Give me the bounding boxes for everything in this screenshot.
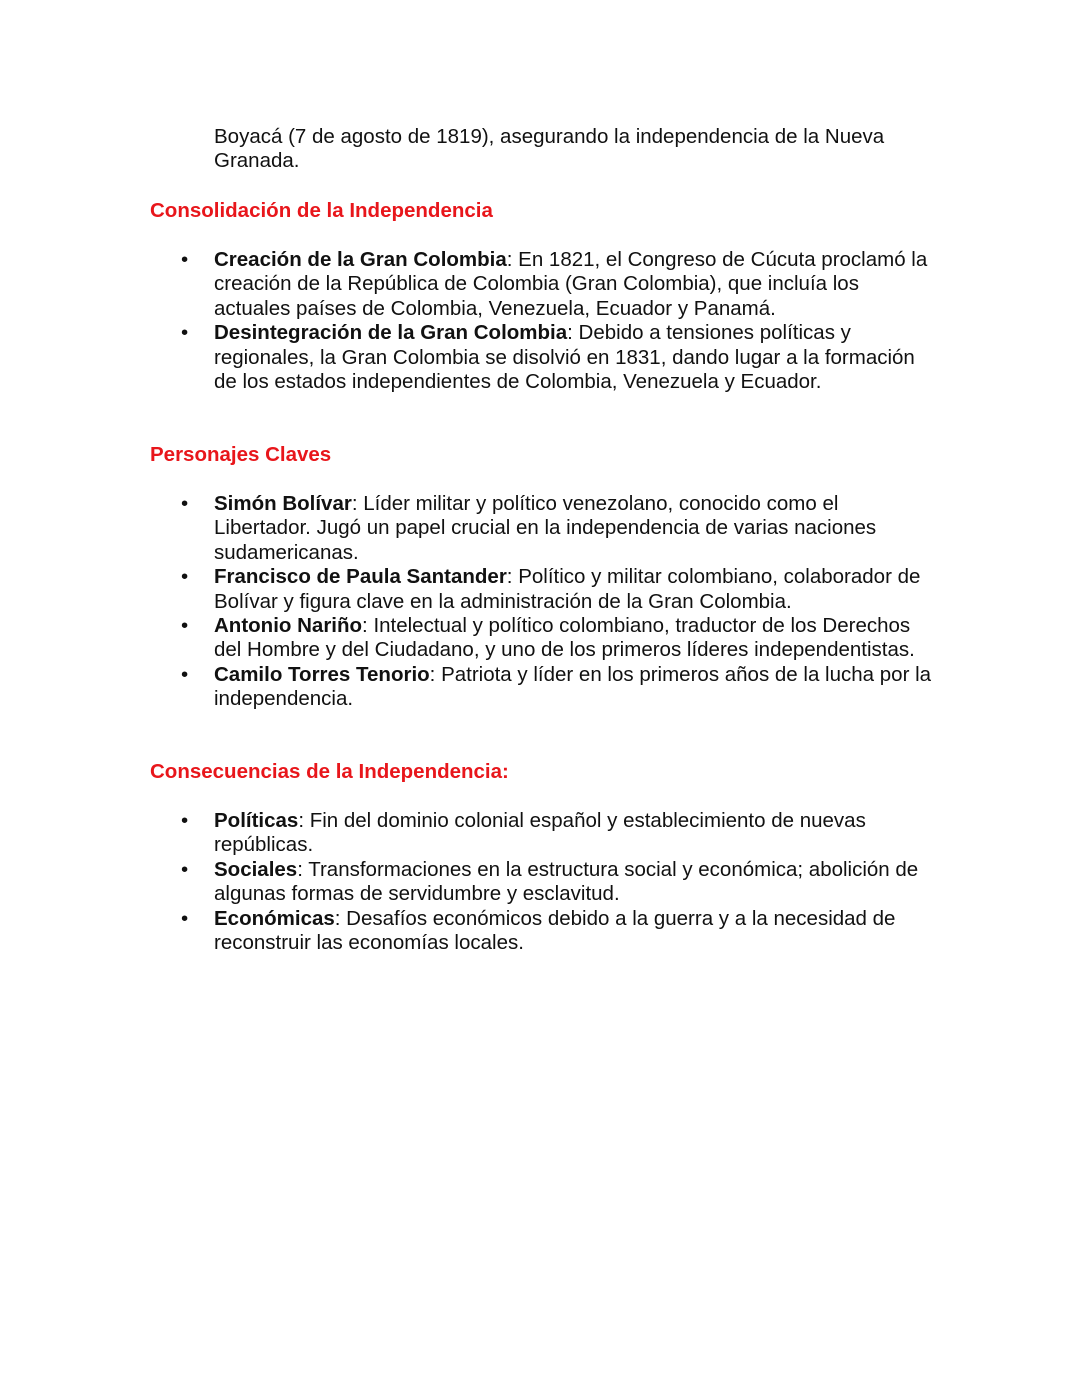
list-item	[0, 614, 934, 663]
item-text: : Patriota y líder en los primeros años de la lucha por la independencia.	[214, 662, 932, 711]
section-heading-consecuencias: Consecuencias de la Independencia:	[150, 760, 509, 783]
item-text: : En 1821, el Congreso de Cúcuta proclamó la creación de la República de Colombia (Gran Colombia), que incluía los actuales países de Colombia, Venezuela, Ecuador y Panamá.	[214, 248, 928, 320]
list-item	[0, 809, 934, 858]
bullet-icon: •	[181, 857, 189, 881]
item-text: : Desafíos económicos debido a la guerra y a la necesidad de reconstruir las economías locales.	[214, 906, 896, 955]
item-text: : Intelectual y político colombiano, traductor de los Derechos del Hombre y del Ciudadano, y uno de los primeros líderes independentistas.	[214, 614, 915, 662]
list-item	[0, 321, 934, 394]
bullet-icon: •	[181, 809, 189, 832]
list-item	[0, 565, 934, 614]
bullet-icon: •	[181, 565, 189, 589]
item-term: Económicas	[214, 906, 335, 930]
item-term: Creación de la Gran Colombia	[214, 248, 507, 271]
list-consolidacion	[0, 248, 1080, 394]
bullet-icon: •	[181, 614, 189, 638]
section-heading-personajes: Personajes Claves	[150, 443, 332, 466]
bullet-icon: •	[181, 662, 189, 686]
bullet-icon: •	[181, 906, 189, 930]
list-item	[0, 663, 934, 712]
list-item	[0, 907, 934, 956]
list-consecuencias	[0, 809, 1080, 955]
item-term: Simón Bolívar	[214, 492, 352, 515]
item-text: : Debido a tensiones políticas y regionales, la Gran Colombia se disolvió en 1831, dando lugar a la formación de los estados independientes de Colombia, Venezuela y Ecuador.	[214, 321, 915, 394]
list-item	[0, 492, 934, 565]
item-term: Francisco de Paula Santander	[214, 565, 507, 589]
item-term: Políticas	[214, 809, 299, 832]
bullet-icon: •	[181, 248, 189, 271]
list-item	[0, 248, 934, 321]
item-term: Antonio Nariño	[214, 614, 363, 638]
bullet-icon: •	[181, 321, 189, 345]
list-personajes	[0, 492, 1080, 712]
item-text: : Fin del dominio colonial español y establecimiento de nuevas repúblicas.	[214, 809, 866, 857]
item-text: : Líder militar y político venezolano, conocido como el Libertador. Jugó un papel crucial en la independencia de varias naciones sudamericanas.	[214, 492, 877, 564]
item-term: Sociales	[214, 857, 298, 881]
item-term: Camilo Torres Tenorio	[214, 662, 430, 686]
list-item	[0, 858, 934, 907]
item-text: : Político y militar colombiano, colaborador de Bolívar y figura clave en la administración de la Gran Colombia.	[214, 565, 921, 613]
item-term: Desintegración de la Gran Colombia	[214, 321, 568, 345]
bullet-icon: •	[181, 492, 189, 515]
intro-continuation-paragraph: Boyacá (7 de agosto de 1819), asegurando la independencia de la Nueva Granada.	[214, 125, 885, 173]
section-heading-consolidacion: Consolidación de la Independencia	[150, 199, 493, 222]
item-text: : Transformaciones en la estructura social y económica; abolición de algunas formas de servidumbre y esclavitud.	[214, 857, 919, 906]
